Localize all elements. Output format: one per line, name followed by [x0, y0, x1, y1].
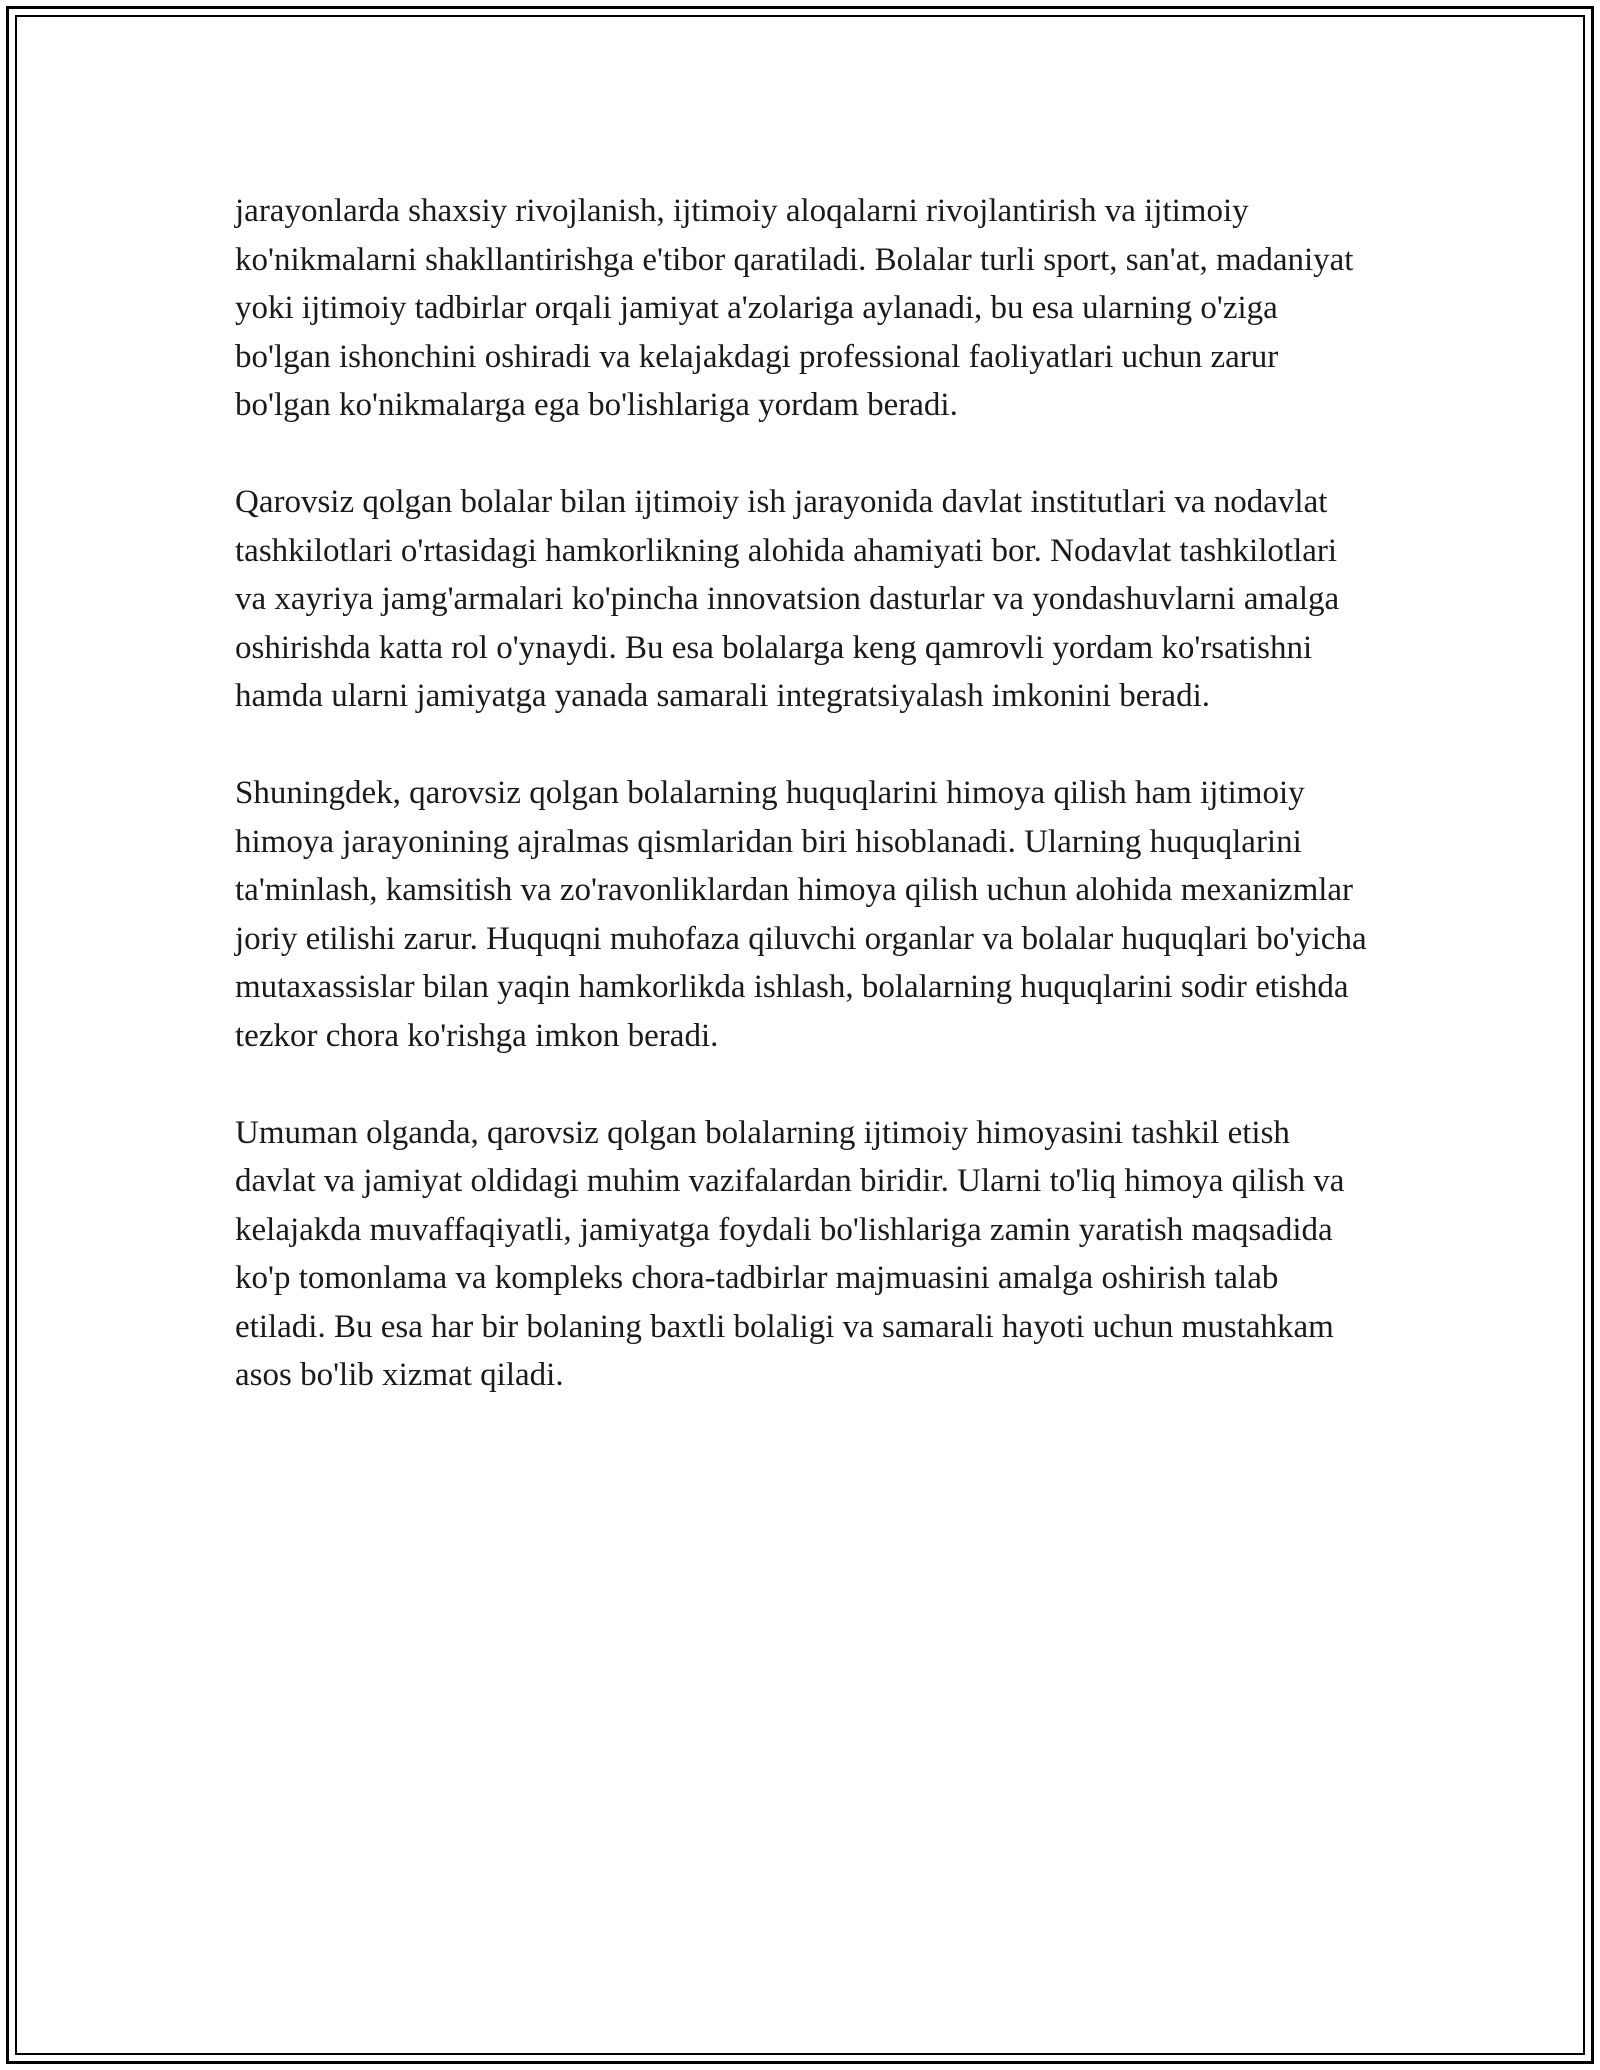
- paragraph-3: Shuningdek, qarovsiz qolgan bolalarning huquqlarini himoya qilish ham ijtimoiy himoya jarayonining ajralmas qismlaridan biri hisoblanadi. Ularning huquqlarini ta'minlash, kamsitish va zo'ravonliklardan himoya qilish uchun alohida mexanizmlar joriy etilishi zarur. Huquqni muhofaza qiluvchi organlar va bolalar huquqlari bo'yicha mutaxassislar bilan yaqin hamkorlikda ishlash, bolalarning huquqlarini sodir etishda tezkor chora ko'rishga imkon beradi.: [235, 775, 1367, 1054]
- paragraph-2: Qarovsiz qolgan bolalar bilan ijtimoiy ish jarayonida davlat institutlari va nodavlat tashkilotlari o'rtasidagi hamkorlikning alohida ahamiyati bor. Nodavlat tashkilotlari va xayriya jamg'armalari ko'pincha innovatsion dasturlar va yondashuvlarni amalga oshirishda katta rol o'ynaydi. Bu esa bolalarga keng qamrovli yordam ko'rsatishni hamda ularni jamiyatga yanada samarali integratsiyalash imkonini beradi.: [235, 484, 1340, 714]
- paragraph-1: jarayonlarda shaxsiy rivojlanish, ijtimoiy aloqalarni rivojlantirish va ijtimoiy ko'nikmalarni shakllantirishga e'tibor qaratiladi. Bolalar turli sport, san'at, madaniyat yoki ijtimoiy tadbirlar orqali jamiyat a'zolariga aylanadi, bu esa ularning o'ziga bo'lgan ishonchini oshiradi va kelajakdagi professional faoliyatlari uchun zarur bo'lgan ko'nikmalarga ega bo'lishlariga yordam beradi.: [235, 193, 1354, 423]
- document-body: [235, 187, 1375, 1448]
- paragraph-4: Umuman olganda, qarovsiz qolgan bolalarning ijtimoiy himoyasini tashkil etish davlat va jamiyat oldidagi muhim vazifalardan biridir. Ularni to'liq himoya qilish va kelajakda muvaffaqiyatli, jamiyatga foydali bo'lishlariga zamin yaratish maqsadida ko'p tomonlama va kompleks chora-tadbirlar majmuasini amalga oshirish talab etiladi. Bu esa har bir bolaning baxtli bolaligi va samarali hayoti uchun mustahkam asos bo'lib xizmat qiladi.: [235, 1114, 1345, 1393]
